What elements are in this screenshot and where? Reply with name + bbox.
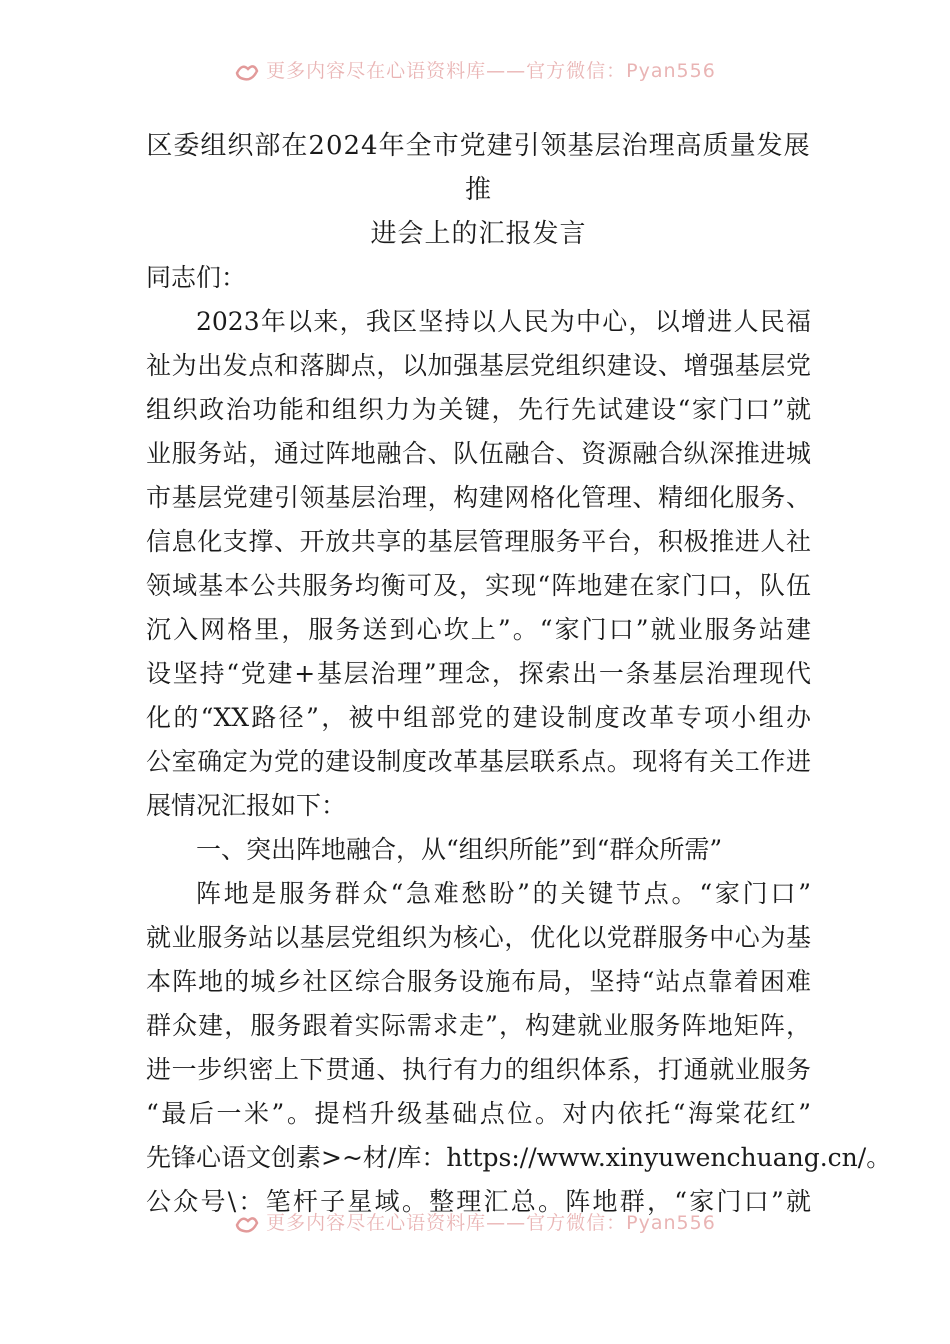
document-body (146, 124, 892, 1224)
paragraph-1-line: 化的“XX路径”，被中组部党的建设制度改革专项小组办 (146, 703, 811, 732)
document-title (146, 124, 811, 256)
watermark-text: 更多内容尽在心语资料库——官方微信：Pyan556 (266, 1212, 716, 1234)
watermark-logo-icon (234, 61, 260, 83)
paragraph-2-line: 进一步织密上下贯通、执行有力的组织体系，打通就业服务 (146, 1055, 811, 1084)
watermark-text: 更多内容尽在心语资料库——官方微信：Pyan556 (266, 60, 716, 82)
watermark-header (0, 56, 950, 86)
salutation: 同志们： (146, 263, 247, 292)
paragraph-1-line: 设坚持“党建+基层治理”理念，探索出一条基层治理现代 (146, 659, 811, 688)
title-line-2: 进会上的汇报发言 (370, 219, 587, 249)
paragraph-1-line: 业服务站，通过阵地融合、队伍融合、资源融合纵深推进城 (146, 439, 811, 468)
paragraph-1-line: 沉入网格里，服务送到心坎上”。“家门口”就业服务站建 (146, 615, 811, 644)
watermark-footer (0, 1208, 950, 1238)
watermark-logo-icon (234, 1213, 260, 1235)
paragraph-1-line: 公室确定为党的建设制度改革基层联系点。现将有关工作进 (146, 747, 811, 776)
paragraph-2-line: 本阵地的城乡社区综合服务设施布局，坚持“站点靠着困难 (146, 967, 811, 996)
paragraph-1-line: 组织政治功能和组织力为关键，先行先试建设“家门口”就 (146, 395, 811, 424)
section-heading-1: 一、突出阵地融合，从“组织所能”到“群众所需” (196, 835, 723, 864)
paragraph-1-line: 2023年以来，我区坚持以人民为中心，以增进人民福 (196, 307, 811, 336)
paragraph-1-line: 信息化支撑、开放共享的基层管理服务平台，积极推进人社 (146, 527, 811, 556)
paragraph-2 (146, 872, 892, 1224)
paragraph-1-line: 市基层党建引领基层治理，构建网格化管理、精细化服务、 (146, 483, 811, 512)
paragraph-1-line: 展情况汇报如下： (146, 791, 347, 820)
paragraph-2-line: 先锋心语文创素>~材/库：https://www.xinyuwenchuang.cn/。 (146, 1143, 892, 1172)
paragraph-2-line: 就业服务站以基层党组织为核心，优化以党群服务中心为基 (146, 923, 811, 952)
paragraph-2-line: 阵地是服务群众“急难愁盼”的关键节点。“家门口” (196, 879, 811, 908)
paragraph-1-line: 领域基本公共服务均衡可及，实现“阵地建在家门口，队伍 (146, 571, 811, 600)
title-line-1: 区委组织部在2024年全市党建引领基层治理高质量发展推 (146, 131, 811, 205)
paragraph-2-line: 公众号\：笔杆子星域。整理汇总。阵地群，“家门口”就 (146, 1187, 811, 1216)
paragraph-1 (146, 300, 811, 828)
paragraph-2-line: 群众建，服务跟着实际需求走”，构建就业服务阵地矩阵， (146, 1011, 811, 1040)
paragraph-1-line: 祉为出发点和落脚点，以加强基层党组织建设、增强基层党 (146, 351, 811, 380)
paragraph-2-line: “最后一米”。提档升级基础点位。对内依托“海棠花红” (146, 1099, 811, 1128)
